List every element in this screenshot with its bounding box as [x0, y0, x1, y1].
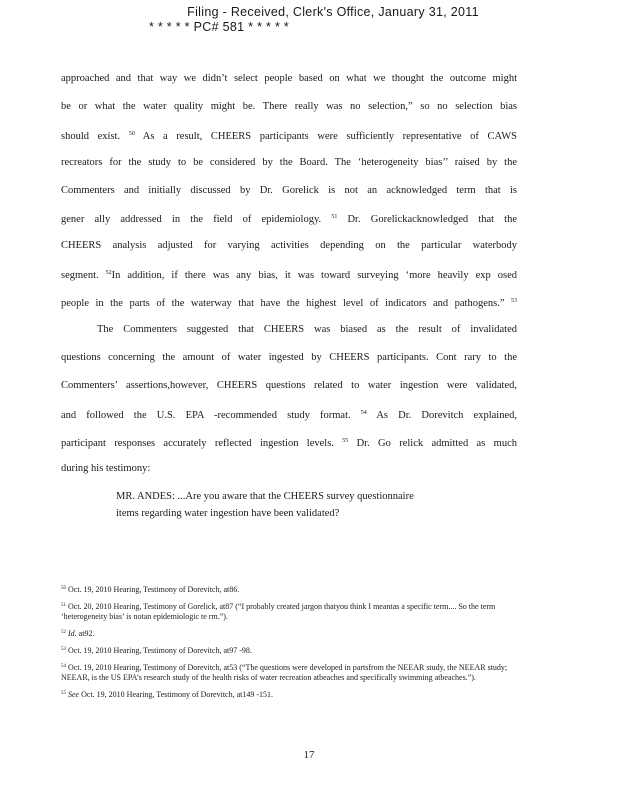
footnote-ref[interactable]: 54 [360, 409, 367, 416]
body-line: be or what the water quality might be. There really was no selection,” so no selection bias [61, 100, 517, 112]
footnote: $^{50}$ Oct. 19, 2010 Hearing, Testimony of Dorevitch, at86. [61, 585, 240, 594]
body-line: Commenters and initially discussed by Dr. Gorelick is not an acknowledged term that is [61, 184, 517, 196]
body-line: gener ally addressed in the field of epidemiology. $^{51}$ Dr. Gorelickacknowledged that the [61, 214, 517, 226]
body-line: participant responses accurately reflected ingestion levels. $^{55}$ Dr. Go relick admitted as much [61, 437, 517, 449]
body-line: segment. $^{52}$In addition, if there was any bias, it was toward surveying ‘more heavily exp osed [61, 270, 517, 282]
footnote-ref[interactable]: 53 [511, 298, 517, 305]
page-number: 17 [303, 749, 315, 761]
footnote-number: 52 [61, 630, 66, 635]
footnote-number: 54 [61, 664, 66, 669]
footnote-ref[interactable]: 55 [342, 437, 349, 444]
footnote-number: 50 [61, 586, 66, 591]
quote-line: items regarding water ingestion have been validated? [116, 508, 340, 519]
body-line: people in the parts of the waterway that have the highest level of indicators and pathogens.” $^{53}$ [61, 298, 517, 310]
body-line: CHEERS analysis adjusted for varying activities depending on the particular waterbody [61, 240, 517, 252]
footnote: $^{52}$ Id. at92. [61, 629, 95, 638]
body-line: The Commenters suggested that CHEERS was biased as the result of invalidated [97, 324, 517, 336]
footnote: $^{54}$ Oct. 19, 2010 Hearing, Testimony of Dorevitch, at53 (“The questions were developed in partsfrom the NEEAR study, the NEEAR study; NEEAR, is the US EPA’s research study of the health risks of water recreation atbeaches and specifically swimming atbeaches.”). [61, 663, 508, 682]
body-line: recreators for the study to be considered by the Board. The ‘heterogeneity bias’’ raised by the [61, 156, 517, 168]
quote-line: MR. ANDES: ...Are you aware that the CHEERS survey questionnaire [116, 491, 414, 502]
footnote: $^{51}$ Oct. 20, 2010 Hearing, Testimony of Gorelick, at87 (“I probably created jargon thatyou think I meantas a specific term.... So the term ‘heterogeneity bias’ is notan epidemiologic te rm.”). [61, 602, 496, 621]
body-line: Commenters’ assertions,however, CHEERS questions related to water ingestion were validated, [61, 379, 517, 391]
body-line: during his testimony: [61, 463, 151, 475]
footnote-ref[interactable]: 52 [105, 270, 112, 277]
testimony-quote [116, 488, 500, 522]
footnote-number: 51 [61, 603, 66, 608]
pc-number-header: * * * * * PC# 581 * * * * * [148, 20, 290, 34]
body-line: questions concerning the amount of water ingested by CHEERS participants. Cont rary to the [61, 351, 517, 363]
footnote-ref[interactable]: 50 [128, 130, 135, 137]
body-line: should exist. $^{50}$ As a result, CHEERS participants were sufficiently representative of CAWS [61, 130, 517, 142]
footnote-ref[interactable]: 51 [331, 214, 338, 221]
body-text [61, 70, 517, 488]
footnote-number: 55 [61, 691, 66, 696]
filing-header: Filing - Received, Clerk's Office, January 31, 2011 [187, 5, 479, 19]
body-line: and followed the U.S. EPA -recommended study format. $^{54}$ As Dr. Dorevitch explained, [61, 409, 517, 421]
footnote-number: 53 [61, 647, 66, 652]
body-line: approached and that way we didn’t select people based on what we thought the outcome might [61, 73, 517, 84]
footnotes [61, 584, 521, 706]
footnote: $^{55}$ See Oct. 19, 2010 Hearing, Testimony of Dorevitch, at149 -151. [61, 690, 274, 699]
footnote: $^{53}$ Oct. 19, 2010 Hearing, Testimony of Dorevitch, at97 -98. [61, 646, 252, 655]
